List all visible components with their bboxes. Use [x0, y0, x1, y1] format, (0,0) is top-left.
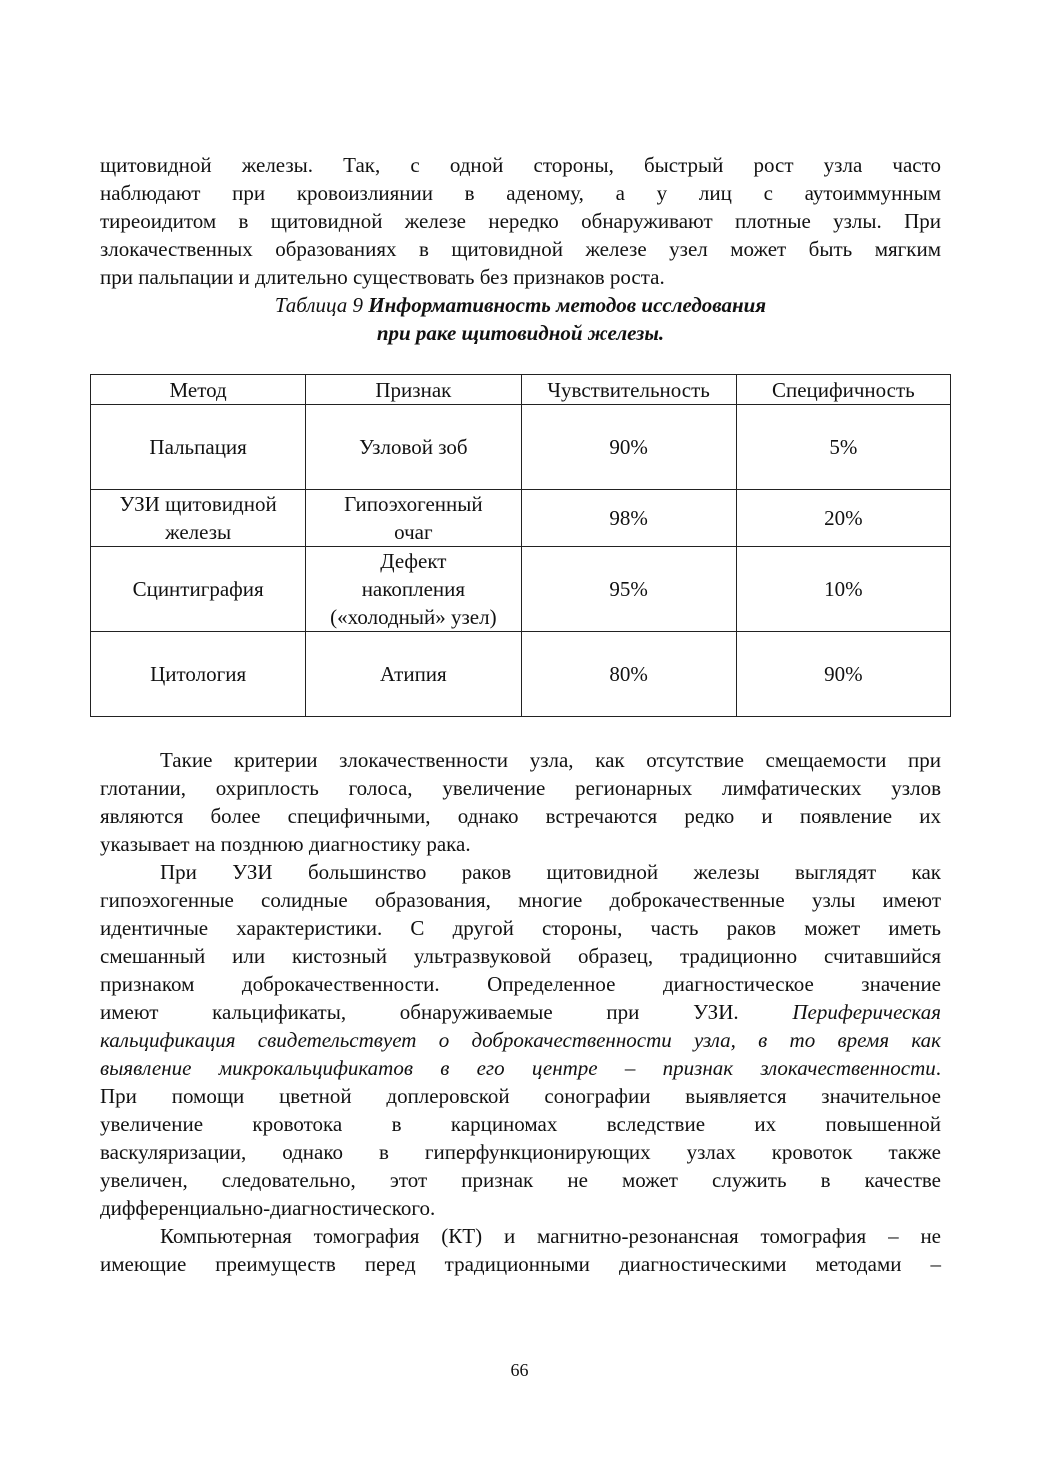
cell-text: Узловой зоб: [359, 435, 468, 459]
text-line: смешанный или кистозный ультразвуковой образец, традиционно считавшийся: [100, 944, 941, 968]
cell-text: Дефект: [380, 549, 447, 573]
cell-specificity: 10%: [736, 547, 950, 632]
intro-paragraph: [100, 151, 941, 291]
cell-text: накопления: [361, 577, 466, 601]
paragraph-3: [100, 858, 941, 1222]
text-line: имеющие преимуществ перед традиционными диагностическими методами –: [100, 1252, 941, 1276]
header-specificity: Специфичность: [736, 375, 950, 405]
cell-method: [91, 490, 306, 547]
text-line: Такие критерии злокачественности узла, как отсутствие смещаемости при: [160, 748, 941, 772]
cell-text: железы: [165, 520, 232, 544]
cell-text: («холодный» узел): [330, 605, 497, 629]
methods-table: [90, 374, 951, 717]
cell-sensitivity: 95%: [521, 547, 736, 632]
text-line: наблюдают при кровоизлиянии в аденому, а у лиц с аутоиммунным: [100, 181, 941, 205]
cell-method: [91, 547, 306, 632]
table-row: [91, 490, 951, 547]
table-caption: [100, 291, 941, 347]
caption-prefix: Таблица 9: [274, 293, 363, 317]
page-number: 66: [510, 1360, 529, 1380]
italic-segment: Периферическая: [792, 1000, 941, 1024]
caption-title-part-1: Информативность методов исследования: [368, 293, 767, 317]
text-line: гипоэхогенные солидные образования, многие доброкачественные узлы имеют: [100, 888, 941, 912]
text-segment: .: [935, 1056, 941, 1080]
text-line-mixed: [100, 998, 941, 1026]
text-line: указывает на позднюю диагностику рака.: [100, 832, 471, 856]
text-line: При УЗИ большинство раков щитовидной железы выглядят как: [160, 860, 941, 884]
cell-sign: [306, 632, 521, 717]
text-line: Компьютерная томография (КТ) и магнитно-резонансная томография – не: [160, 1224, 941, 1248]
cell-method: [91, 632, 306, 717]
cell-text: Пальпация: [149, 435, 247, 459]
text-line: тиреоидитом в щитовидной железе нередко обнаруживают плотные узлы. При: [100, 209, 941, 233]
paragraph-4: [100, 1222, 941, 1278]
cell-sign: [306, 547, 521, 632]
cell-specificity: 5%: [736, 405, 950, 490]
text-line: щитовидной железы. Так, с одной стороны, быстрый рост узла часто: [100, 153, 941, 177]
table-row: [91, 405, 951, 490]
cell-text: Атипия: [380, 662, 447, 686]
header-method: Метод: [91, 375, 306, 405]
cell-sensitivity: 98%: [521, 490, 736, 547]
text-line: злокачественных образованиях в щитовидной железе узел может быть мягким: [100, 237, 941, 261]
cell-method: [91, 405, 306, 490]
cell-sensitivity: 80%: [521, 632, 736, 717]
table-row: [91, 547, 951, 632]
text-line: признаком доброкачественности. Определенное диагностическое значение: [100, 972, 941, 996]
caption-title-part-2: при раке щитовидной железы.: [376, 321, 665, 345]
caption-line-1: [100, 291, 941, 319]
cell-sign: [306, 405, 521, 490]
cell-text: УЗИ щитовидной: [119, 492, 277, 516]
text-line: при пальпации и длительно существовать без признаков роста.: [100, 265, 665, 289]
text-line: При помощи цветной доплеровской сонографии выявляется значительное: [100, 1084, 941, 1108]
cell-sign: [306, 490, 521, 547]
text-line: дифференциально-диагностического.: [100, 1196, 436, 1220]
text-line: увеличен, следовательно, этот признак не может служить в качестве: [100, 1168, 941, 1192]
paragraph-2: [100, 746, 941, 858]
text-line-mixed: [100, 1054, 941, 1082]
text-line: васкуляризации, однако в гиперфункционирующих узлах кровоток также: [100, 1140, 941, 1164]
text-line: идентичные характеристики. С другой стороны, часть раков может иметь: [100, 916, 941, 940]
header-sign: Признак: [306, 375, 521, 405]
cell-sensitivity: 90%: [521, 405, 736, 490]
cell-text: очаг: [394, 520, 433, 544]
cell-text: Гипоэхогенный: [344, 492, 483, 516]
text-segment: имеют кальцификаты, обнаруживаемые при УЗИ.: [100, 1000, 739, 1024]
cell-specificity: 90%: [736, 632, 950, 717]
cell-text: Цитология: [150, 662, 247, 686]
italic-segment: выявление микрокальцификатов в его центре – признак злокачественности: [100, 1056, 936, 1080]
table-row: [91, 632, 951, 717]
cell-specificity: 20%: [736, 490, 950, 547]
table-header-row: [91, 375, 951, 405]
text-line: увеличение кровотока в карциномах вследствие их повышенной: [100, 1112, 941, 1136]
italic-line: кальцификация свидетельствует о доброкачественности узла, в то время как: [100, 1028, 941, 1052]
header-sensitivity: Чувствительность: [521, 375, 736, 405]
text-line: являются более специфичными, однако встречаются редко и появление их: [100, 804, 941, 828]
text-line: глотании, охриплость голоса, увеличение регионарных лимфатических узлов: [100, 776, 941, 800]
cell-text: Сцинтиграфия: [132, 577, 264, 601]
